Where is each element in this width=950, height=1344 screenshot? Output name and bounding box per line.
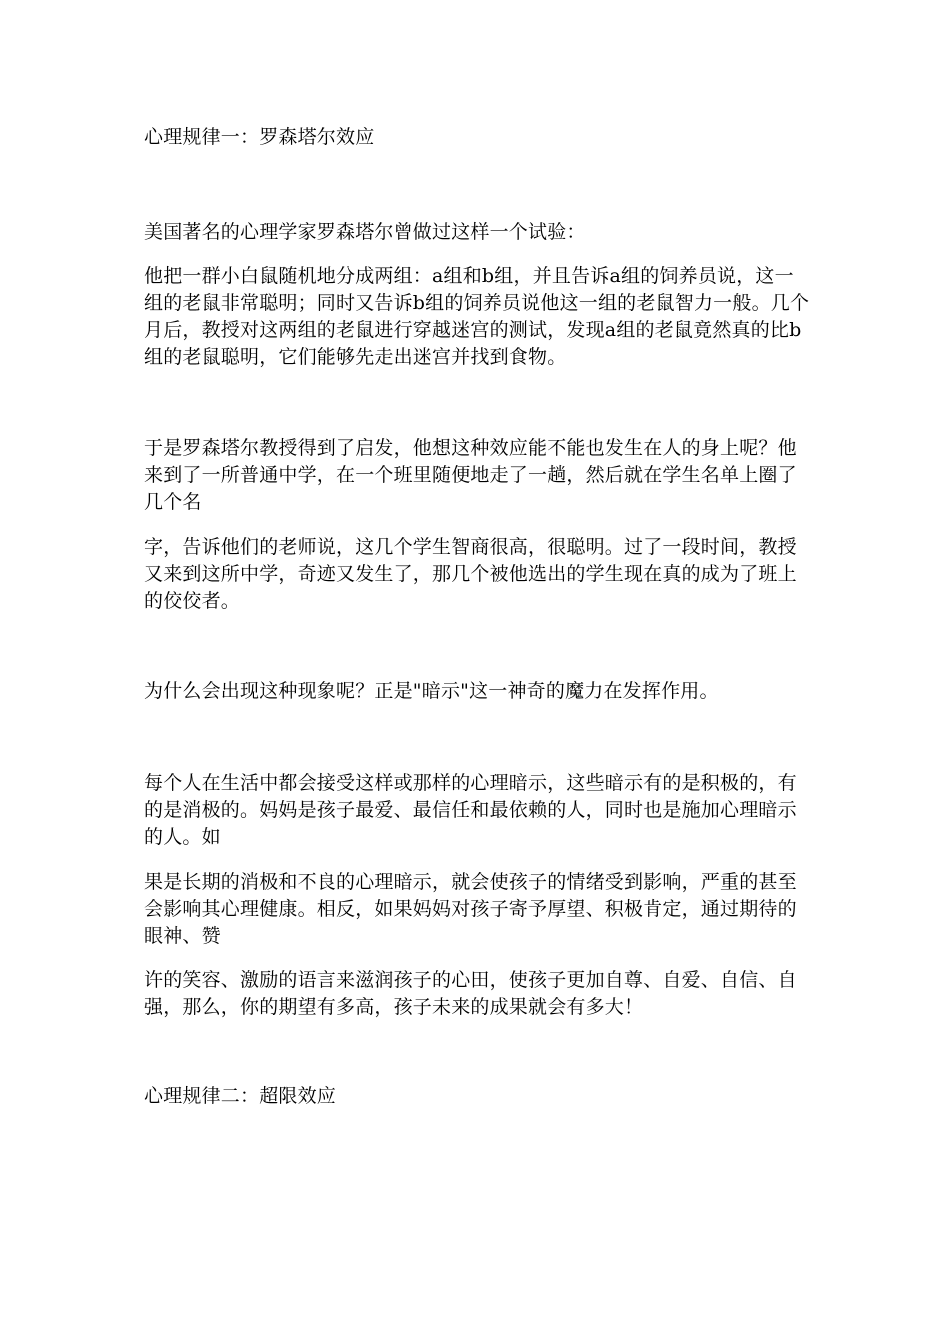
paragraph-intro: 美国著名的心理学家罗森塔尔曾做过这样一个试验：: [144, 221, 586, 243]
paragraph-mother-part2: 果是长期的消极和不良的心理暗示，就会使孩子的情绪受到影响，严重的甚至会影响其心理健康。相反，如果妈妈对孩子寄予厚望、积极肯定，通过期待的眼神、赞: [144, 871, 797, 947]
heading-overlimit-effect: 心理规律二：超限效应: [144, 1085, 337, 1107]
paragraph-mother-part1: 每个人在生活中都会接受这样或那样的心理暗示，这些暗示有的是积极的，有的是消极的。妈妈是孩子最爱、最信任和最依赖的人，同时也是施加心理暗示的人。如: [144, 772, 797, 848]
paragraph-why: 为什么会出现这种现象呢？正是"暗示"这一神奇的魔力在发挥作用。: [144, 680, 719, 702]
paragraph-inspiration-part1: 于是罗森塔尔教授得到了启发，他想这种效应能不能也发生在人的身上呢？他来到了一所普通中学，在一个班里随便地走了一趟，然后就在学生名单上圈了几个名: [144, 437, 797, 513]
paragraph-experiment: 他把一群小白鼠随机地分成两组：a组和b组，并且告诉a组的饲养员说，这一组的老鼠非常聪明；同时又告诉b组的饲养员说他这一组的老鼠智力一般。几个月后，教授对这两组的老鼠进行穿越迷宫的测试，发现a组的老鼠竟然真的比b组的老鼠聪明，它们能够先走出迷宫并找到食物。: [144, 265, 810, 368]
paragraph-inspiration-part2: 字，告诉他们的老师说，这几个学生智商很高，很聪明。过了一段时间，教授又来到这所中学，奇迹又发生了，那几个被他选出的学生现在真的成为了班上的佼佼者。: [144, 536, 797, 612]
paragraph-mother-part3: 许的笑容、激励的语言来滋润孩子的心田，使孩子更加自尊、自爱、自信、自强，那么，你的期望有多高，孩子未来的成果就会有多大！: [144, 969, 797, 1018]
heading-rosenthal-effect: 心理规律一：罗森塔尔效应: [144, 126, 375, 148]
